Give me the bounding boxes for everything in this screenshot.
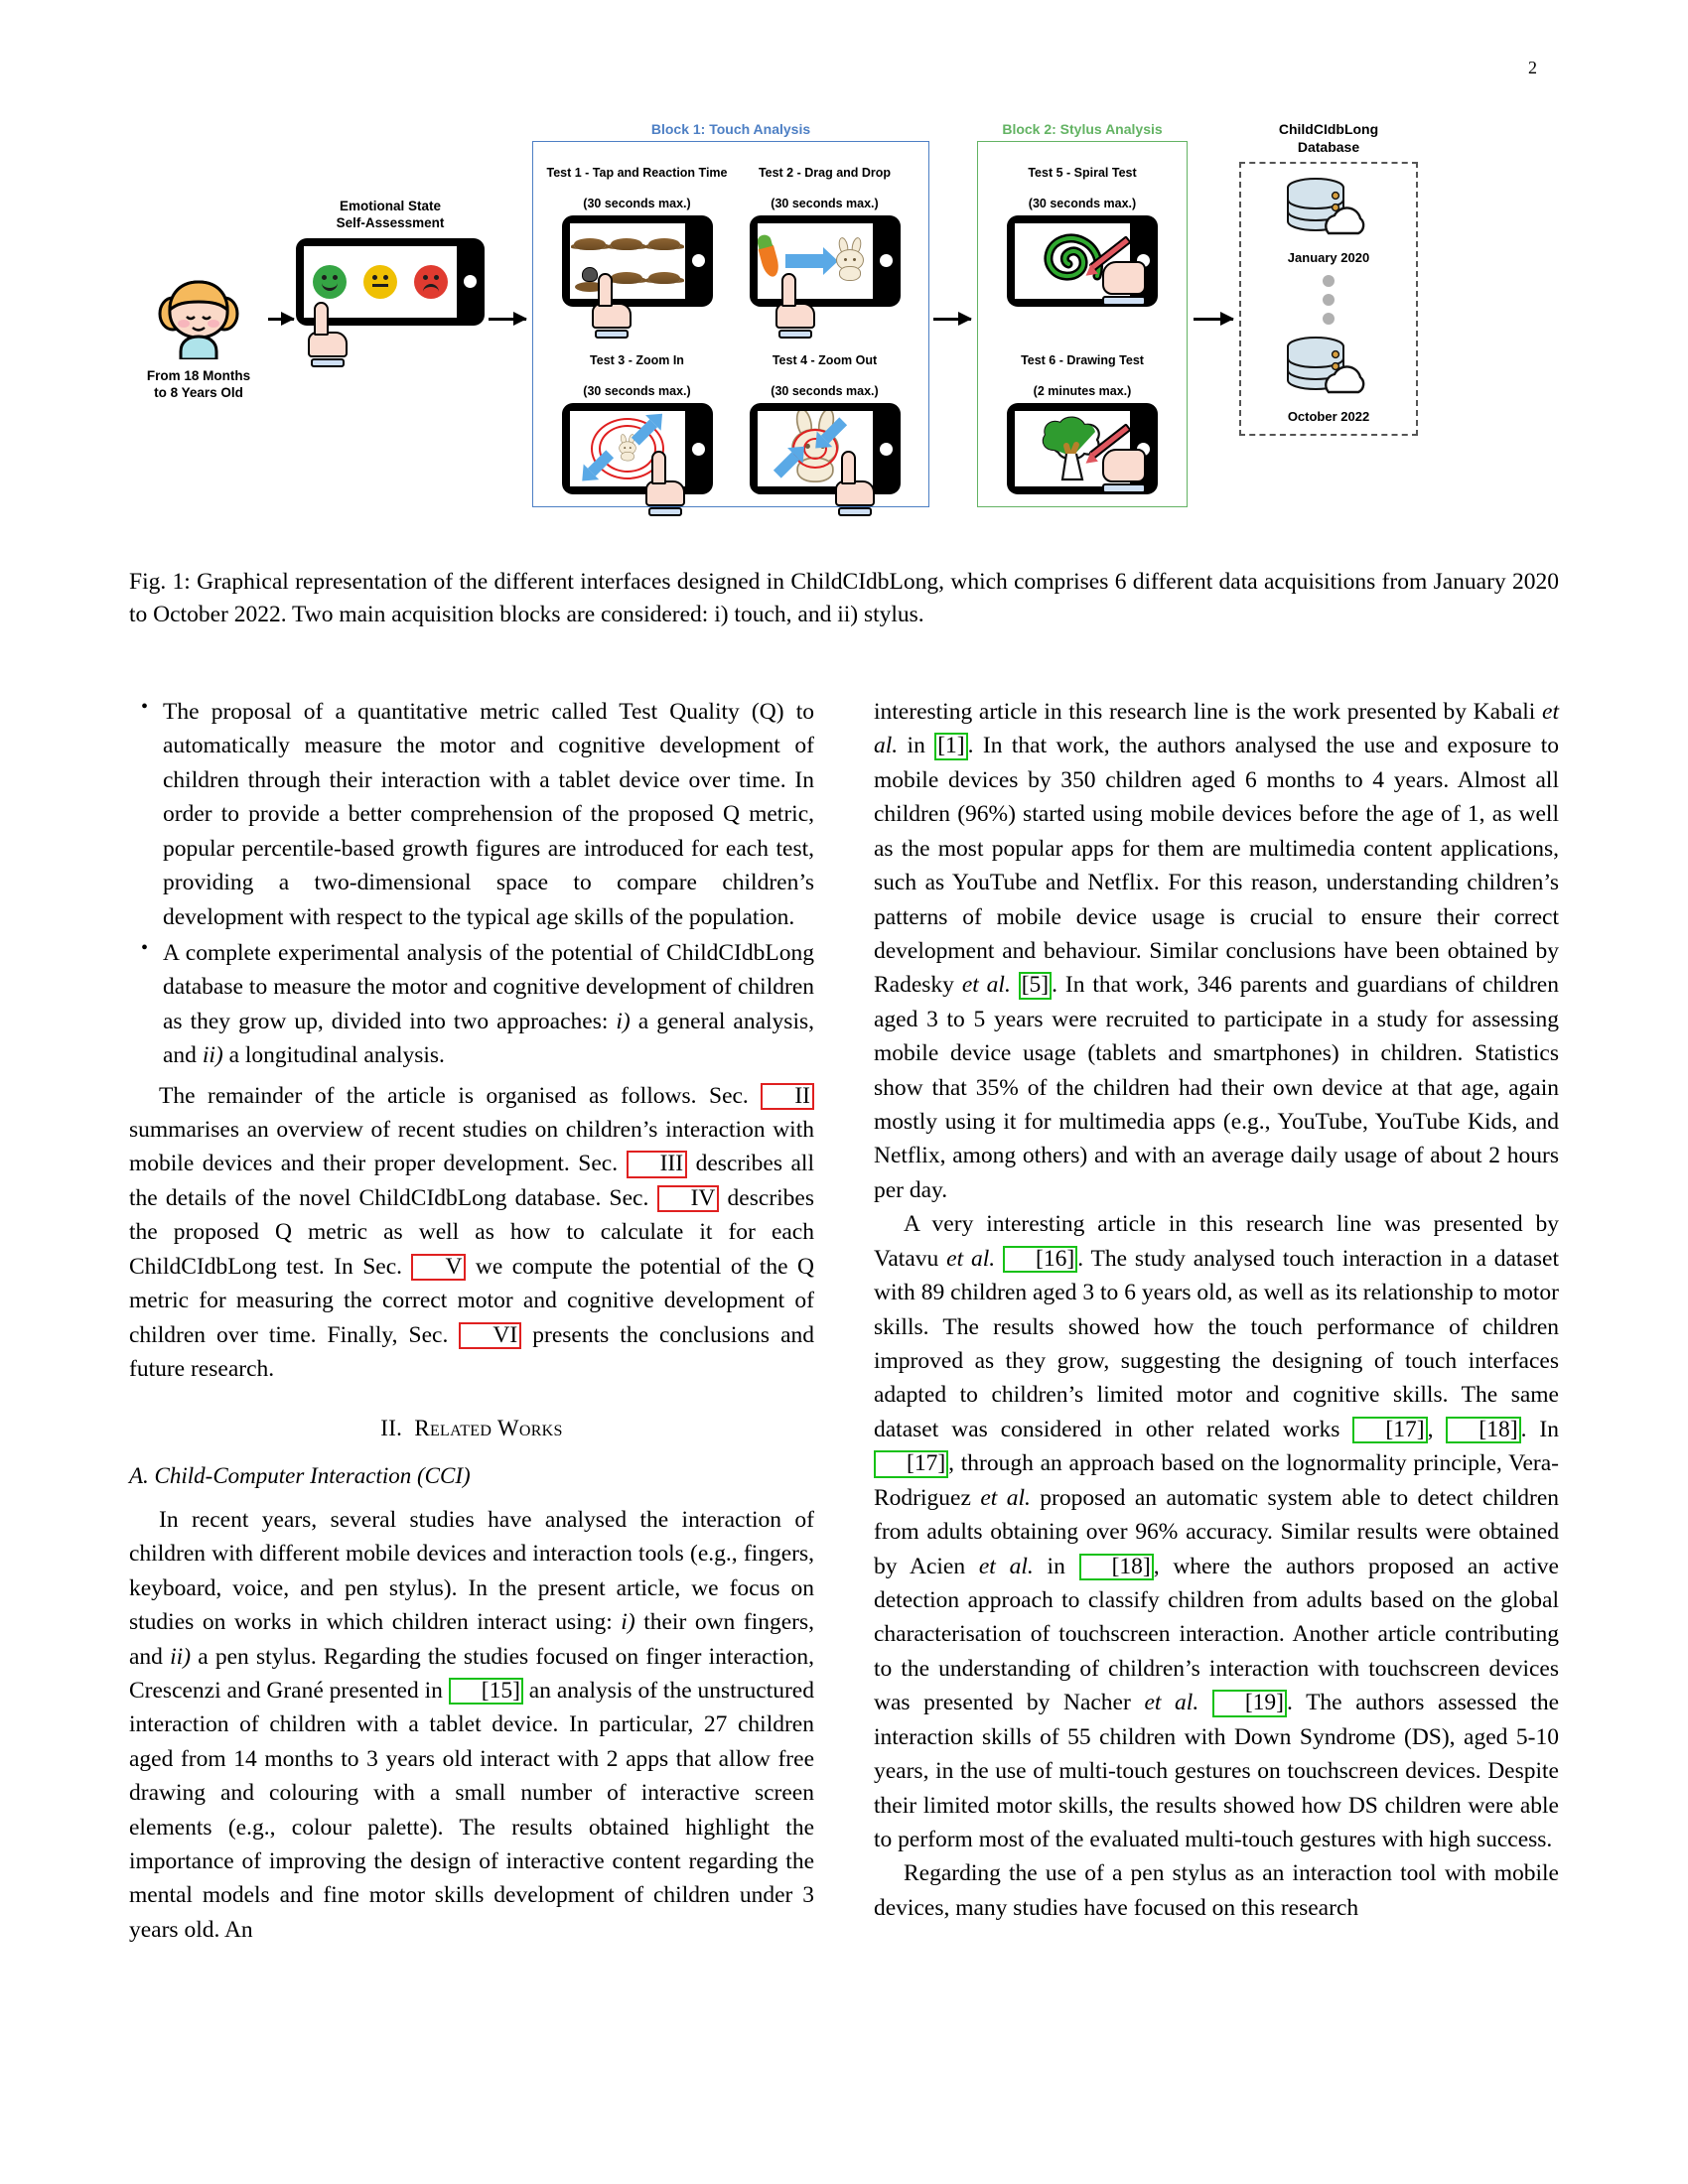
test-1-tablet-wrap <box>562 215 713 307</box>
test-6-tablet-wrap <box>1007 403 1158 494</box>
stylus-hand-icon <box>1102 449 1154 493</box>
test-4-tablet-wrap <box>750 403 901 494</box>
contribution-bullets <box>129 695 814 1073</box>
right-column <box>874 695 1559 1925</box>
citation-ref-16[interactable]: [16] <box>1003 1246 1077 1274</box>
test-3-tablet <box>562 403 713 494</box>
subsection-heading-cci: A. Child-Computer Interaction (CCI) <box>129 1463 471 1489</box>
paragraph-remainder: The remainder of the article is organised as follows. Sec. II summarises an overview of recent studies on children’s interaction with mobile devices and their proper development. Sec. III describes all the details of the novel ChildCIdbLong database. Sec. IV describes the proposed Q metric as well as how to calculate it for each ChildCIdbLong test. In Sec. V we compute the potential of the Q metric for measuring the correct motor and cognitive development of children over time. Finally, Sec. VI presents the conclusions and future research. <box>129 1082 814 1383</box>
section-ref-II[interactable]: II <box>761 1083 814 1111</box>
database-title: ChildCIdbLong Database <box>1278 121 1379 155</box>
tablet-home-button <box>692 254 705 267</box>
block-1-box <box>532 141 929 507</box>
tablet-home-button <box>692 443 705 456</box>
test-6-label: Test 6 - Drawing Test (2 minutes max.) <box>1021 353 1144 399</box>
childcidblong-database-group <box>1239 121 1418 436</box>
pointing-finger-icon <box>308 302 348 367</box>
pointing-finger-icon <box>775 273 815 339</box>
test-2-tablet <box>750 215 901 307</box>
block-1-title: Block 1: Touch Analysis <box>650 121 811 137</box>
citation-ref-18-b[interactable]: [18] <box>1079 1554 1154 1581</box>
pinch-finger-icon <box>835 451 875 516</box>
database-entry-first <box>1241 176 1416 265</box>
database-ellipsis-dots <box>1241 275 1416 325</box>
test-cell-6 <box>988 317 1177 497</box>
citation-ref-18[interactable]: [18] <box>1446 1417 1520 1444</box>
database-cloud-icon <box>1274 335 1383 402</box>
test-1-tablet <box>562 215 713 307</box>
test-5-tablet-wrap <box>1007 215 1158 307</box>
stylus-hand-icon <box>1102 261 1154 306</box>
database-first-date: January 2020 <box>1287 250 1370 265</box>
sad-face-icon[interactable] <box>414 265 448 299</box>
block-1-touch-analysis <box>532 121 929 507</box>
dirt-mound-icon <box>574 238 606 250</box>
test-4-label: Test 4 - Zoom Out (30 seconds max.) <box>771 353 879 399</box>
section-ref-V[interactable]: V <box>411 1254 466 1282</box>
paragraph-cci: In recent years, several studies have analysed the interaction of children with different mobile devices and interaction tools (e.g., fingers, keyboard, voice, and pen stylus). In the present article, we focus on studies on works in which children interact using: i) their own fingers, and ii) a pen stylus. Regarding the studies focused on finger interaction, Crescenzi and Grané presented in [15] an analysis of the unstructured interaction of children with a tablet device. In particular, 27 children aged from 14 months to 3 years old interact with 2 apps that allow free drawing and colouring with a small number of interactive screen elements (e.g., colour palette). The results obtained highlight the importance of improving the design of interactive content regarding the mental models and fine motor skills development of children under 3 years old. An <box>129 1506 815 1943</box>
block-2-box <box>977 141 1188 507</box>
test-cell-5 <box>988 148 1177 317</box>
happy-face-icon[interactable] <box>313 265 347 299</box>
test-1-label: Test 1 - Tap and Reaction Time (30 seconds max.) <box>546 165 728 210</box>
section-ref-III[interactable]: III <box>627 1151 687 1178</box>
test-3-tablet-wrap <box>562 403 713 494</box>
neutral-face-icon[interactable] <box>363 265 397 299</box>
figure-1-caption: Fig. 1: Graphical representation of the different interfaces designed in ChildCIdbLong, which comprises 6 different data acquisitions from January 2020 to October 2022. Two main acquisition blocks are considered: i) touch, and ii) stylus. <box>129 569 1559 628</box>
block-2-title: Block 2: Stylus Analysis <box>1002 121 1163 137</box>
pointing-finger-icon <box>592 273 632 339</box>
bunny-icon <box>832 241 868 281</box>
block-1-test-grid <box>543 148 918 496</box>
test-cell-2 <box>731 148 918 317</box>
paragraph-vatavu: A very interesting article in this research line was presented by Vatavu et al. [16] . The study analysed touch interaction in a dataset with 89 children aged 3 to 6 years old, as well as its relationship to motor skills. The results showed how the touch performance of children improved as they grow, suggesting the designing of touch interfaces adapted to children’s limited motor and cognitive skills. The same dataset was considered in other related works [17] , [18] . In [17] , through an approach based on the lognormality principle, Vera-Rodriguez et al. proposed an automatic system able to detect children from adults obtaining over 96% accuracy. Similar results were obtained by Acien et al. in [18] , where the authors proposed an active detection approach to classify children from adults based on the global characterisation of touchscreen interaction. Another article contributing to the understanding of children’s interaction with touchscreen devices was presented by Nacher et al. [19] . The authors assessed the interaction skills of 55 children with Down Syndrome (DS), aged 5-10 years, in the use of multi-touch gestures on touchscreen devices. Despite their limited motor skills, the results showed how DS children were able to perform most of the evaluated multi-touch gestures with high success. <box>874 1211 1560 1852</box>
test-4-tablet <box>750 403 901 494</box>
figure-1 <box>129 121 1559 536</box>
pinch-finger-icon <box>645 451 685 516</box>
left-column <box>129 695 814 1947</box>
child-age-caption: From 18 Months to 8 Years Old <box>146 368 251 400</box>
section-heading-related-works: II. Related Works <box>380 1416 563 1441</box>
emotional-state-title: Emotional State Self-Assessment <box>336 199 445 230</box>
paragraph-kabali-radesky: interesting article in this research line is the work presented by Kabali et al. in [1] . In that work, the authors analysed the use and exposure to mobile devices by 350 children aged 6 months to 4 years. Almost all children (96%) started using mobile devices before the age of 1, as well as the most popular apps for them are multimedia content applications, such as YouTube and Netflix. For this reason, understanding children’s patterns of mobile device usage is crucial to ensure their correct development and behaviour. Similar conclusions have been obtained by Radesky et al. [5] . In that work, 346 parents and guardians of children aged 3 to 5 years were recruited to participate in a study for assessing mobile device usage (tablets and smartphones) in children. Statistics show that 35% of the children had their own device at that age, again mostly using it for multimedia apps (e.g., YouTube, YouTube Kids, and Netflix, among others) and with an average daily usage of about 2 hours per day. <box>874 699 1560 1203</box>
test-2-label: Test 2 - Drag and Drop (30 seconds max.) <box>758 165 892 210</box>
arrow-emotional-to-block1 <box>489 318 526 321</box>
arrow-child-to-emotional <box>268 318 294 321</box>
test-3-label: Test 3 - Zoom In (30 seconds max.) <box>583 353 691 399</box>
database-box <box>1239 162 1418 436</box>
dirt-mound-icon <box>648 238 680 250</box>
test-2-tablet-wrap <box>750 215 901 307</box>
emotional-state-group <box>296 199 485 326</box>
paragraph-stylus: Regarding the use of a pen stylus as an interaction tool with mobile devices, many studies have focused on this research <box>874 1860 1559 1921</box>
database-cloud-icon <box>1274 176 1383 243</box>
dirt-mound-icon <box>648 272 680 284</box>
list-item: • A complete experimental analysis of the potential of ChildCIdbLong database to measure the motor and cognitive development of children as they grow up, divided into two approaches: i) a general analysis, and ii) a longitudinal analysis. <box>163 936 814 1073</box>
dirt-mound-icon <box>611 238 642 250</box>
test-5-label: Test 5 - Spiral Test (30 seconds max.) <box>1028 165 1137 210</box>
citation-ref-1[interactable]: [1] <box>934 733 967 760</box>
child-icon <box>129 268 268 359</box>
citation-ref-17-b[interactable]: [17] <box>874 1450 948 1478</box>
child-illustration-group <box>129 268 268 402</box>
list-item: • The proposal of a quantitative metric called Test Quality (Q) to automatically measure the motor and cognitive development of children through their interaction with a tablet device over time. In order to provide a better comprehension of the proposed Q metric, popular percentile-based growth figures are introduced for each test, providing a two-dimensional space to compare children’s development with respect to the typical age skills of the population. <box>163 695 814 934</box>
section-ref-VI[interactable]: VI <box>459 1322 521 1350</box>
citation-ref-19[interactable]: [19] <box>1212 1690 1287 1717</box>
citation-ref-15[interactable]: [15] <box>449 1678 523 1706</box>
block-2-stylus-analysis <box>977 121 1188 507</box>
test-cell-1 <box>543 148 731 317</box>
tablet-home-button <box>464 275 477 288</box>
page-number: 2 <box>1528 58 1537 77</box>
tablet-home-button <box>880 443 893 456</box>
database-entry-last <box>1241 335 1416 424</box>
citation-ref-17[interactable]: [17] <box>1352 1417 1427 1444</box>
section-ref-IV[interactable]: IV <box>657 1185 720 1213</box>
body-columns <box>129 695 1559 2105</box>
citation-ref-5[interactable]: [5] <box>1019 972 1052 1000</box>
arrow-block1-to-block2 <box>933 318 971 321</box>
test-cell-4 <box>731 317 918 497</box>
database-last-date: October 2022 <box>1287 409 1370 424</box>
tablet-home-button <box>880 254 893 267</box>
drag-arrow-icon <box>785 254 823 268</box>
test-cell-3 <box>543 317 731 497</box>
arrow-block2-to-database <box>1194 318 1233 321</box>
